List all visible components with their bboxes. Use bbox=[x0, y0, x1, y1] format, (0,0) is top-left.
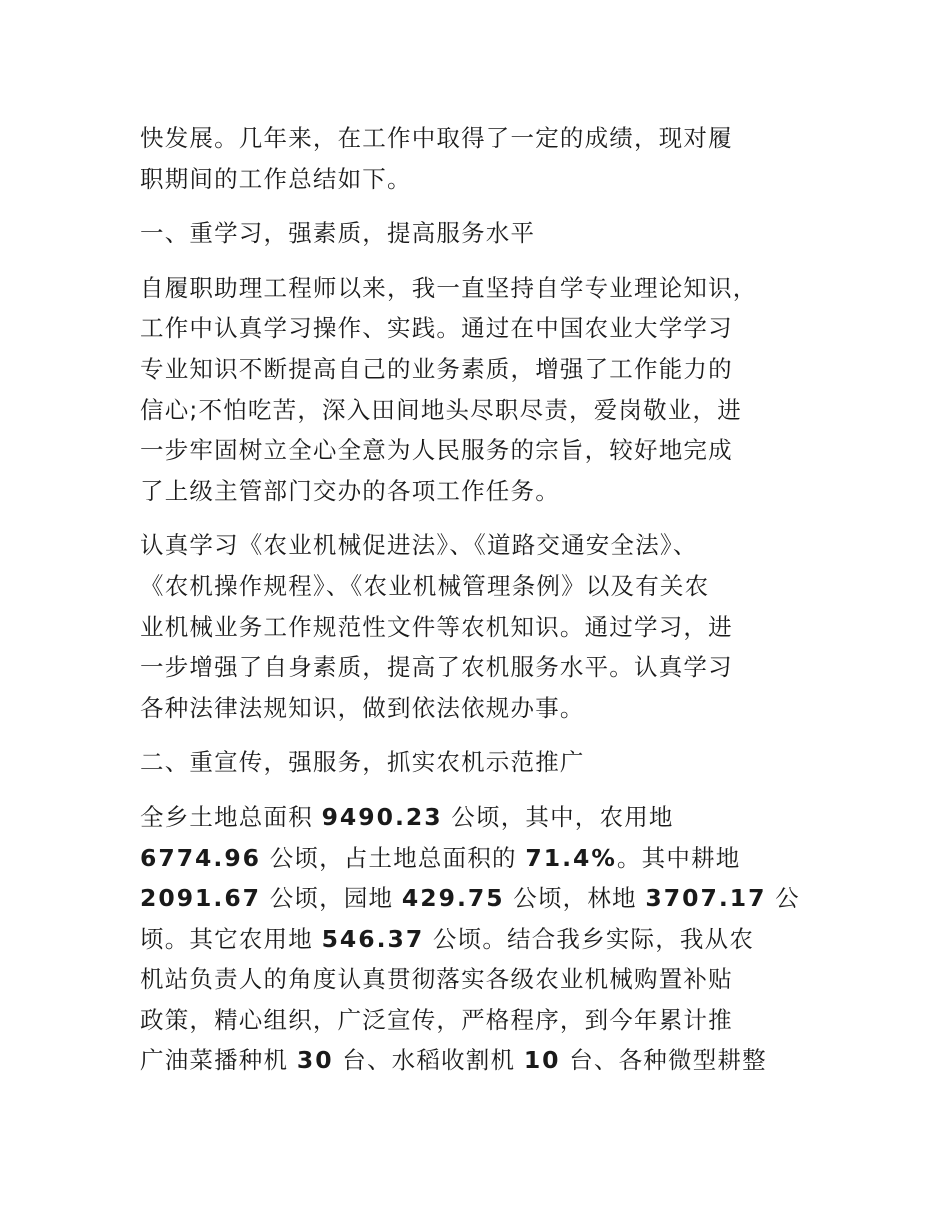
text-line: 机站负责人的角度认真贯彻落实各级农业机械购置补贴 bbox=[140, 965, 733, 994]
figure-value: 71.4% bbox=[525, 843, 617, 872]
text-line: 一步增强了自身素质，提高了农机服务水平。认真学习 bbox=[140, 653, 733, 682]
text-line: 业机械业务工作规范性文件等农机知识。通过学习，进 bbox=[140, 612, 733, 641]
text-line: 6774.96 公顷，占土地总面积的 71.4%。其中耕地 bbox=[140, 843, 741, 872]
section-2-heading: 二、重宣传，强服务，抓实农机示范推广 bbox=[140, 748, 585, 777]
text-line: 顷。其它农用地 546.37 公顷。结合我乡实际，我从农 bbox=[140, 924, 755, 953]
figure-value: 429.75 bbox=[401, 884, 505, 913]
text-line: 全乡土地总面积 9490.23 公顷，其中，农用地 bbox=[140, 802, 674, 831]
figure-value: 546.37 bbox=[321, 924, 425, 953]
intro-paragraph bbox=[140, 118, 810, 199]
figure-value: 10 bbox=[523, 1046, 561, 1075]
figure-value: 30 bbox=[296, 1046, 334, 1075]
figure-value: 6774.96 bbox=[140, 843, 262, 872]
text-line: 认真学习《农业机械促进法》、《道路交通安全法》、 bbox=[140, 531, 698, 560]
section-2-paragraph-1 bbox=[140, 797, 810, 1081]
section-1-paragraph-1 bbox=[140, 268, 810, 512]
text-line: 信心;不怕吃苦，深入田间地头尽职尽责，爱岗敬业，进 bbox=[140, 395, 742, 424]
section-1-heading: 一、重学习，强素质，提高服务水平 bbox=[140, 219, 536, 248]
figure-value: 2091.67 bbox=[140, 884, 262, 913]
document-page bbox=[140, 118, 810, 1081]
figure-value: 3707.17 bbox=[645, 884, 767, 913]
text-line: 一步牢固树立全心全意为人民服务的宗旨，较好地完成 bbox=[140, 436, 733, 465]
text-line: 了上级主管部门交办的各项工作任务。 bbox=[140, 476, 560, 505]
text-line: 职期间的工作总结如下。 bbox=[140, 164, 412, 193]
text-line: 2091.67 公顷，园地 429.75 公顷，林地 3707.17 公 bbox=[140, 884, 800, 913]
text-line: 专业知识不断提高自己的业务素质，增强了工作能力的 bbox=[140, 354, 733, 383]
text-line: 广油菜播种机 30 台、水稻收割机 10 台、各种微型耕整 bbox=[140, 1046, 767, 1075]
text-line: 《农机操作规程》、《农业机械管理条例》以及有关农 bbox=[140, 571, 710, 600]
text-line: 各种法律法规知识，做到依法依规办事。 bbox=[140, 693, 585, 722]
text-line: 政策，精心组织，广泛宣传，严格程序，到今年累计推 bbox=[140, 1005, 733, 1034]
text-line: 自履职助理工程师以来，我一直坚持自学专业理论知识， bbox=[140, 273, 758, 302]
figure-value: 9490.23 bbox=[321, 802, 443, 831]
section-1-paragraph-2 bbox=[140, 525, 810, 728]
text-line: 工作中认真学习操作、实践。通过在中国农业大学学习 bbox=[140, 314, 733, 343]
text-line: 快发展。几年来，在工作中取得了一定的成绩，现对履 bbox=[140, 124, 733, 152]
